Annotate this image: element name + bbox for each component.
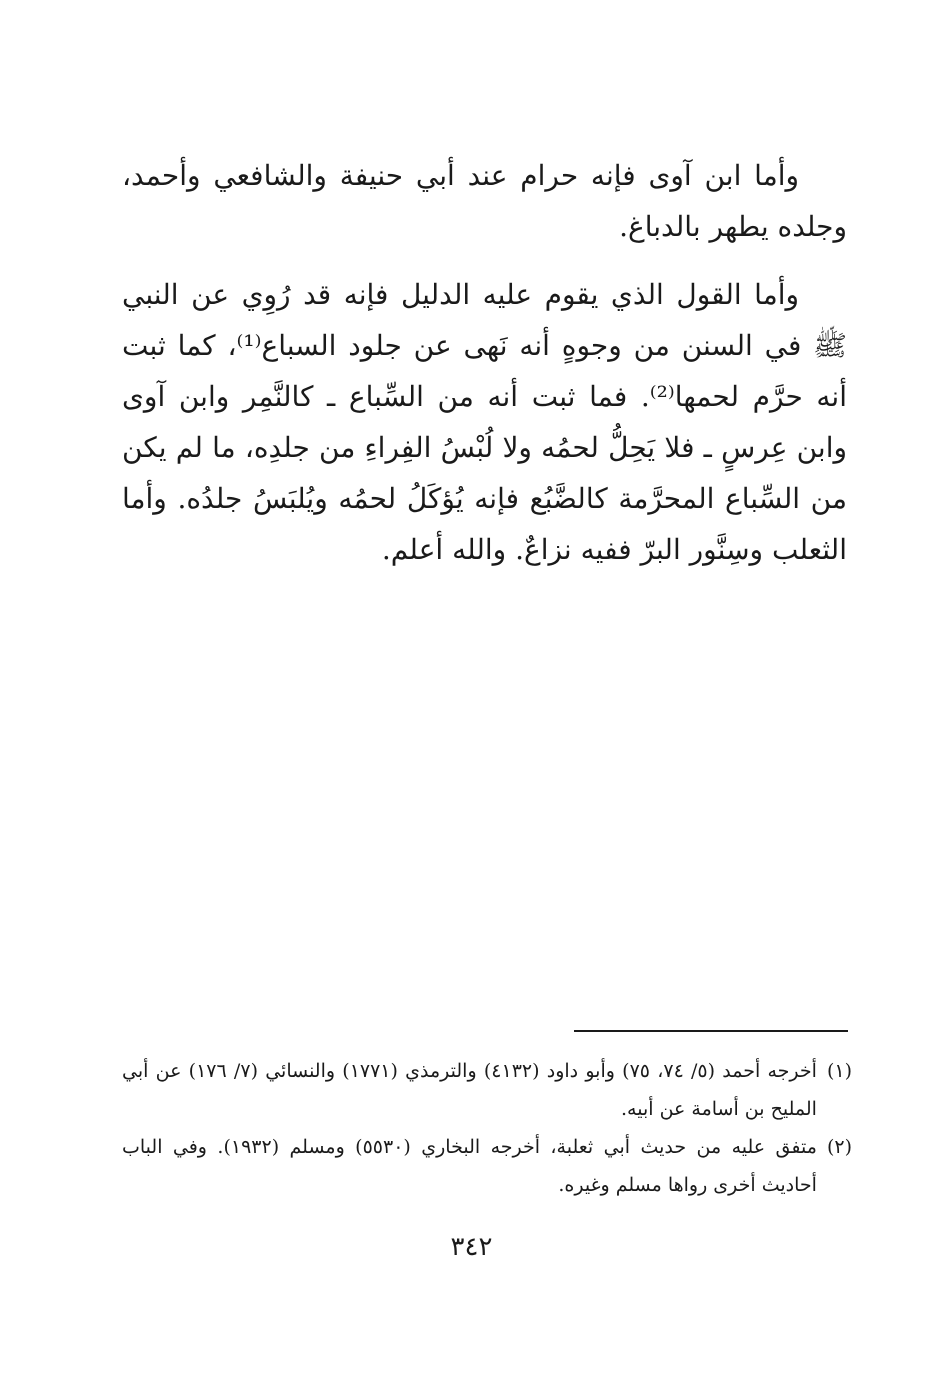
footnote-1-text: أخرجه أحمد (٥/ ٧٤، ٧٥) وأبو داود (٤١٣٢) والترمذي (١٧٧١) والنسائي (٧/ ١٧٦) عن أبي المليح بن أسامة عن أبيه. (122, 1060, 817, 1120)
footnotes (122, 1052, 852, 1204)
footnote-separator (574, 1030, 848, 1032)
main-text (122, 150, 847, 575)
footnote-2-number: (٢) (826, 1136, 852, 1158)
footnote-2 (122, 1128, 852, 1204)
footnote-2-text: متفق عليه من حديث أبي ثعلبة، أخرجه البخاري (٥٥٣٠) ومسلم (١٩٣٢). وفي الباب أحاديث أخرى رواها مسلم وغيره. (122, 1136, 817, 1196)
page-number: ٣٤٢ (450, 1232, 493, 1262)
paragraph-1: وأما ابن آوى فإنه حرام عند أبي حنيفة والشافعي وأحمد، وجلده يطهر بالدباغ. (122, 159, 847, 243)
footnote-1 (122, 1052, 852, 1128)
paragraph-2: وأما القول الذي يقوم عليه الدليل فإنه قد رُوِي عن النبي ﷺ في السنن من وجوهٍ أنه نَهى عن جلود السباع⁽¹⁾، كما ثبت أنه حرَّم لحمها⁽²⁾. فما ثبت أنه من السِّباع ـ كالنَّمِر وابن آوى وابن عِرسٍ ـ فلا يَحِلُّ لحمُه ولا لُبْسُ الفِراءِ من جلدِه، ما لم يكن من السِّباع المحرَّمة كالضَّبُع فإنه يُؤكَلُ لحمُه ويُلبَسُ جلدُه. وأما الثعلب وسِنَّور البرّ ففيه نزاعٌ. والله أعلم. (122, 278, 848, 566)
footnote-1-number: (١) (826, 1060, 852, 1082)
